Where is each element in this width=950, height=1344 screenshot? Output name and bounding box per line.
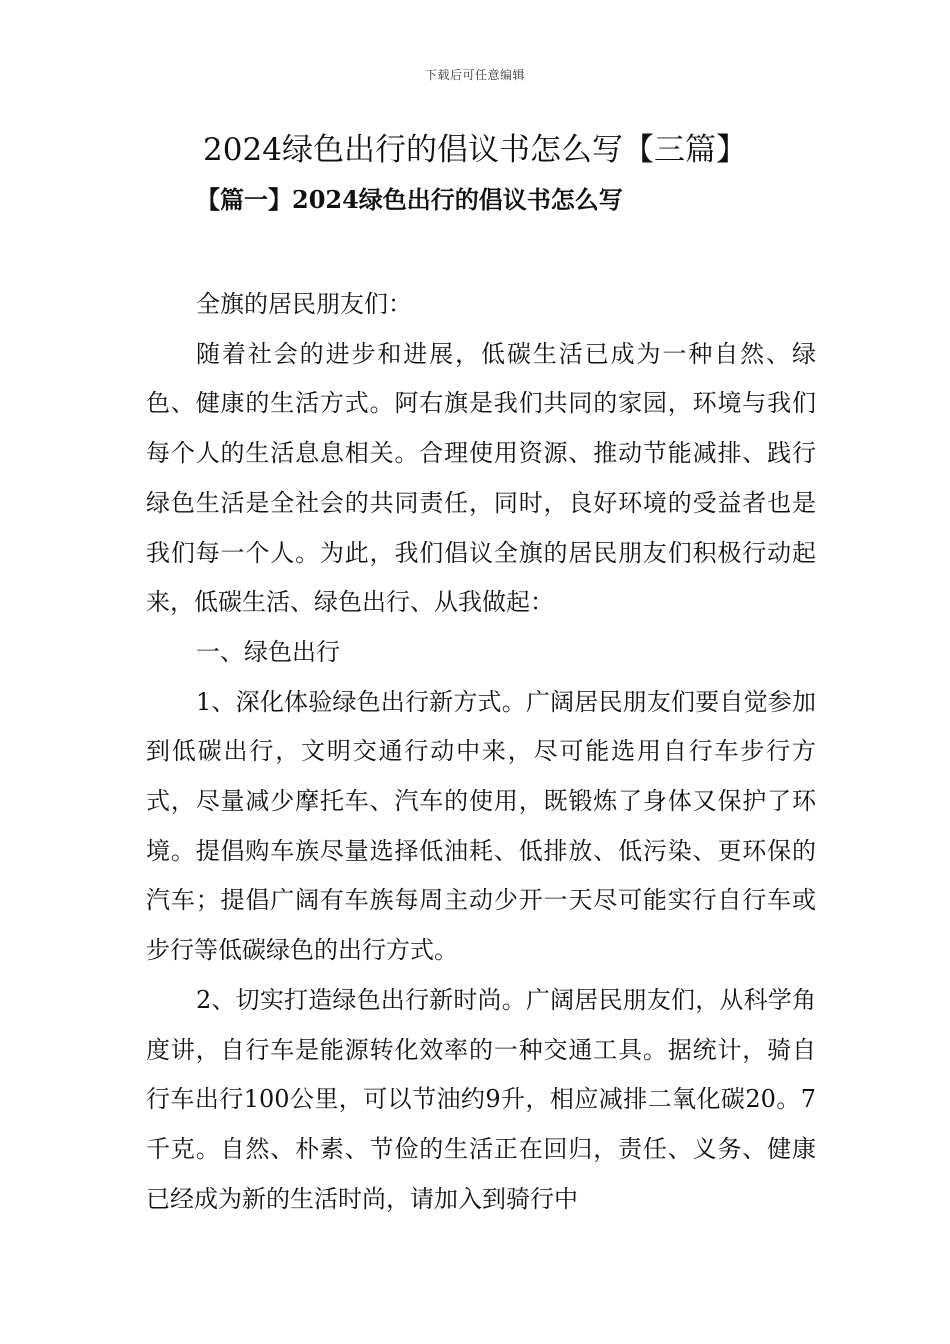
intro-paragraph: 随着社会的进步和进展，低碳生活已成为一种自然、绿色、健康的生活方式。阿右旗是我们共同的家园，环境与我们每个人的生活息息相关。合理使用资源、推动节能减排、践行绿色生活是全社会的共同责任，同时，良好环境的受益者也是我们每一个人。为此，我们倡议全旗的居民朋友们积极行动起来，低碳生活、绿色出行、从我做起：: [146, 339, 816, 617]
section-heading: 【篇一】2024绿色出行的倡议书怎么写: [196, 185, 623, 214]
item-2-paragraph: 2、切实打造绿色出行新时尚。广阔居民朋友们，从科学角度讲，自行车是能源转化效率的一种交通工具。据统计，骑自行车出行100公里，可以节油约9升，相应减排二氧化碳20。7千克。自然、朴素、节俭的生活正在回归，责任、义务、健康已经成为新的生活时尚，请加入到骑行中: [146, 985, 816, 1213]
item-1-paragraph: 1、深化体验绿色出行新方式。广阔居民朋友们要自觉参加到低碳出行，文明交通行动中来，尽可能选用自行车步行方式，尽量减少摩托车、汽车的使用，既锻炼了身体又保护了环境。提倡购车族尽量选择低油耗、低排放、低污染、更环保的汽车；提倡广阔有车族每周主动少开一天尽可能实行自行车或步行等低碳绿色的出行方式。: [146, 687, 816, 965]
subsection-heading: 一、绿色出行: [196, 637, 340, 666]
header-note: 下载后可任意编辑: [424, 68, 525, 82]
document-body: [146, 280, 816, 1224]
document-title: 2024绿色出行的倡议书怎么写【三篇】: [203, 132, 747, 168]
salutation-paragraph: 全旗的居民朋友们：: [196, 290, 412, 318]
